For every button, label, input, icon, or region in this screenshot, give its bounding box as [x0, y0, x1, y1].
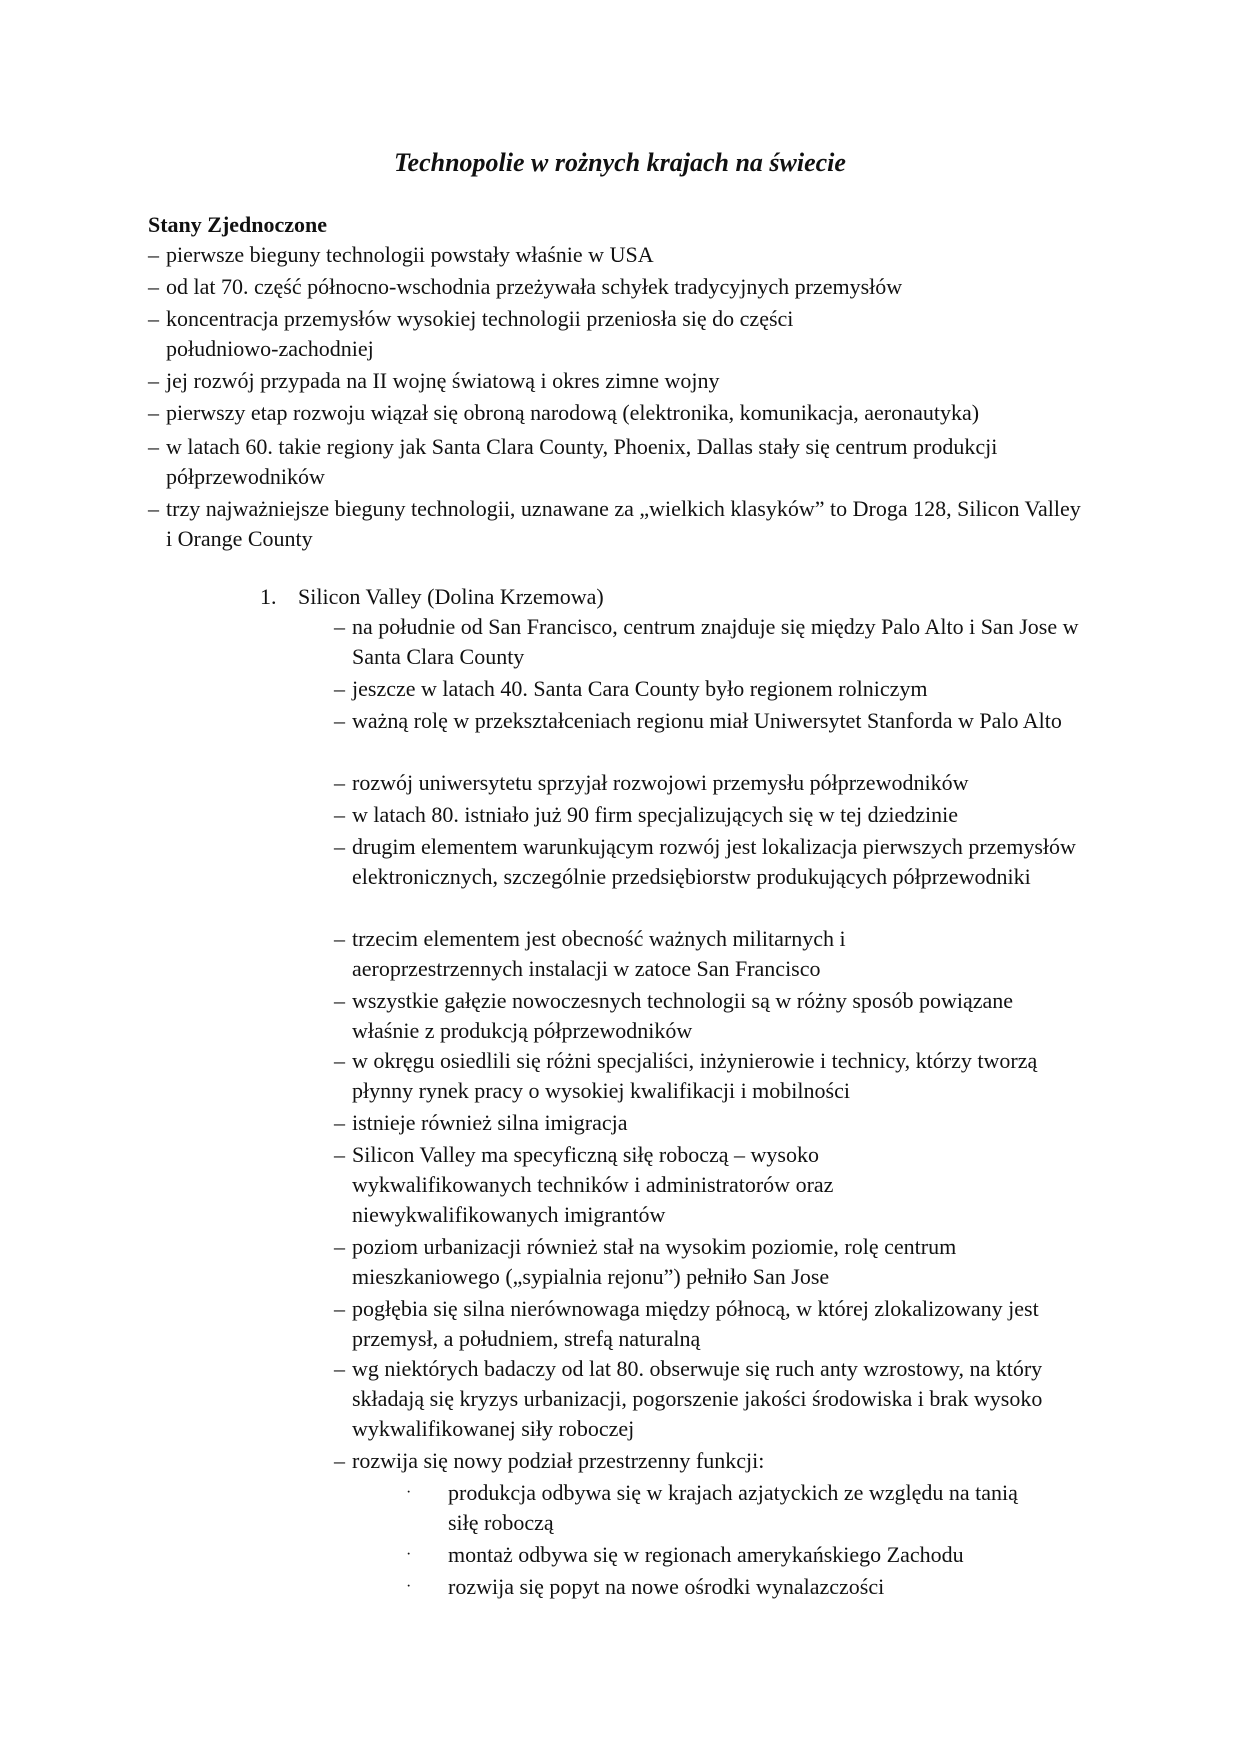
sub-list-item-text: ważną rolę w przekształceniach regionu miał Uniwersytet Stanforda w Palo Alto	[352, 708, 1062, 733]
sub-list-item-text: drugim elementem warunkującym rozwój jest lokalizacja pierwszych przemysłów elektronicznych, szczególnie przedsiębiorstw produkujących półprzewodniki	[352, 834, 1076, 889]
list-item	[148, 366, 1088, 396]
sub-list-item	[334, 706, 1074, 736]
item-number: 1.	[260, 584, 277, 609]
list-item	[148, 494, 1088, 554]
sub-list-item-text: trzecim elementem jest obecność ważnych militarnych i aeroprzestrzennych instalacji w zatoce San Francisco	[352, 926, 846, 981]
dash-marker: –	[334, 1048, 345, 1073]
dash-marker: –	[334, 802, 345, 827]
sub-list-item-text: poziom urbanizacji również stał na wysokim poziomie, rolę centrum mieszkaniowego („sypialnia rejonu”) pełniło San Jose	[352, 1234, 957, 1289]
sub-list-item	[334, 674, 1094, 704]
dash-marker: –	[148, 368, 159, 393]
list-item-text: w latach 60. takie regiony jak Santa Clara County, Phoenix, Dallas stały się centrum produkcji półprzewodników	[166, 434, 998, 489]
dash-marker: –	[148, 242, 159, 267]
list-item	[148, 272, 1088, 302]
dash-marker: –	[334, 1296, 345, 1321]
dash-marker: –	[334, 926, 345, 951]
sub-list-item-text: rozwój uniwersytetu sprzyjał rozwojowi przemysłu półprzewodników	[352, 770, 969, 795]
sub-list-item	[334, 1140, 934, 1230]
dash-marker: –	[148, 400, 159, 425]
list-item-text: pierwsze bieguny technologii powstały właśnie w USA	[166, 242, 654, 267]
sub-list-item-text: rozwija się nowy podział przestrzenny funkcji:	[352, 1448, 765, 1473]
document-title: Technopolie w rożnych krajach na świecie	[394, 148, 846, 177]
dash-marker: –	[334, 1142, 345, 1167]
dash-marker: –	[148, 434, 159, 459]
dash-marker: –	[334, 708, 345, 733]
bullet-item-text: rozwija się popyt na nowe ośrodki wynalazczości	[448, 1574, 885, 1599]
dash-marker: –	[334, 988, 345, 1013]
sub-list-item-text: jeszcze w latach 40. Santa Cara County było regionem rolniczym	[352, 676, 928, 701]
list-item-text: jej rozwój przypada na II wojnę światową i okres zimne wojny	[166, 368, 720, 393]
dash-marker: –	[334, 676, 345, 701]
item-label: Silicon Valley (Dolina Krzemowa)	[298, 584, 604, 609]
sub-list-item	[334, 986, 1014, 1046]
sub-list-item-text: wg niektórych badaczy od lat 80. obserwuje się ruch anty wzrostowy, na który składają się kryzys urbanizacji, pogorszenie jakości środowiska i brak wysoko wykwalifikowanej siły roboczej	[352, 1356, 1043, 1441]
bullet-marker: ·	[406, 1578, 412, 1595]
bullet-item-text: produkcja odbywa się w krajach azjatyckich ze względu na tanią siłę roboczą	[448, 1480, 1018, 1535]
dash-marker: –	[148, 274, 159, 299]
dash-marker: –	[334, 1356, 345, 1381]
sub-list-item	[334, 768, 1094, 798]
dash-marker: –	[334, 770, 345, 795]
sub-list-item-text: wszystkie gałęzie nowoczesnych technologii są w różny sposób powiązane właśnie z produkcją półprzewodników	[352, 988, 1014, 1043]
sub-list-item-text: w okręgu osiedlili się różni specjaliści, inżynierowie i technicy, którzy tworzą płynny rynek pracy o wysokiej kwalifikacji i mobilności	[352, 1048, 1038, 1103]
bullet-item	[406, 1540, 1046, 1570]
bullet-item	[406, 1572, 1046, 1602]
dash-marker: –	[334, 834, 345, 859]
bullet-marker: ·	[406, 1484, 412, 1501]
list-item	[148, 432, 1028, 492]
sub-list-item-text: istnieje również silna imigracja	[352, 1110, 628, 1135]
sub-list-item	[334, 1232, 1074, 1292]
sub-list-item	[334, 1446, 1094, 1476]
sub-list-item	[334, 1294, 1104, 1354]
sub-list-item	[334, 832, 1104, 892]
sub-list-item	[334, 924, 954, 984]
dash-marker: –	[334, 1448, 345, 1473]
bullet-marker: ·	[406, 1546, 412, 1563]
numbered-item	[260, 582, 604, 612]
list-item-text: trzy najważniejsze bieguny technologii, uznawane za „wielkich klasyków” to Droga 128, Silicon Valley i Orange County	[166, 496, 1081, 551]
sub-list-item-text: Silicon Valley ma specyficzną siłę roboczą – wysoko wykwalifikowanych techników i administratorów oraz niewykwalifikowanych imigrantów	[352, 1142, 834, 1227]
sub-list-item	[334, 800, 1094, 830]
sub-list-item-text: w latach 80. istniało już 90 firm specjalizujących się w tej dziedzinie	[352, 802, 959, 827]
sub-list-item	[334, 1046, 1094, 1106]
sub-list-item	[334, 612, 1094, 672]
dash-marker: –	[148, 496, 159, 521]
bullet-item	[406, 1478, 1046, 1538]
dash-marker: –	[334, 1234, 345, 1259]
bullet-item-text: montaż odbywa się w regionach amerykańskiego Zachodu	[448, 1542, 964, 1567]
list-item-text: koncentracja przemysłów wysokiej technologii przeniosła się do części południowo-zachodniej	[166, 306, 794, 361]
sub-list-item	[334, 1108, 1094, 1138]
list-item	[148, 304, 908, 364]
dash-marker: –	[334, 614, 345, 639]
list-item-text: pierwszy etap rozwoju wiązał się obroną narodową (elektronika, komunikacja, aeronautyka)	[166, 400, 980, 425]
sub-list-item-text: pogłębia się silna nierównowaga między północą, w której zlokalizowany jest przemysł, a południem, strefą naturalną	[352, 1296, 1039, 1351]
sub-list-item	[334, 1354, 1094, 1444]
dash-marker: –	[148, 306, 159, 331]
list-item	[148, 398, 1088, 428]
sub-list-item-text: na południe od San Francisco, centrum znajduje się między Palo Alto i San Jose w Santa Clara County	[352, 614, 1079, 669]
list-item-text: od lat 70. część północno-wschodnia przeżywała schyłek tradycyjnych przemysłów	[166, 274, 903, 299]
list-item	[148, 240, 1088, 270]
dash-marker: –	[334, 1110, 345, 1135]
section-heading: Stany Zjednoczone	[148, 212, 328, 237]
